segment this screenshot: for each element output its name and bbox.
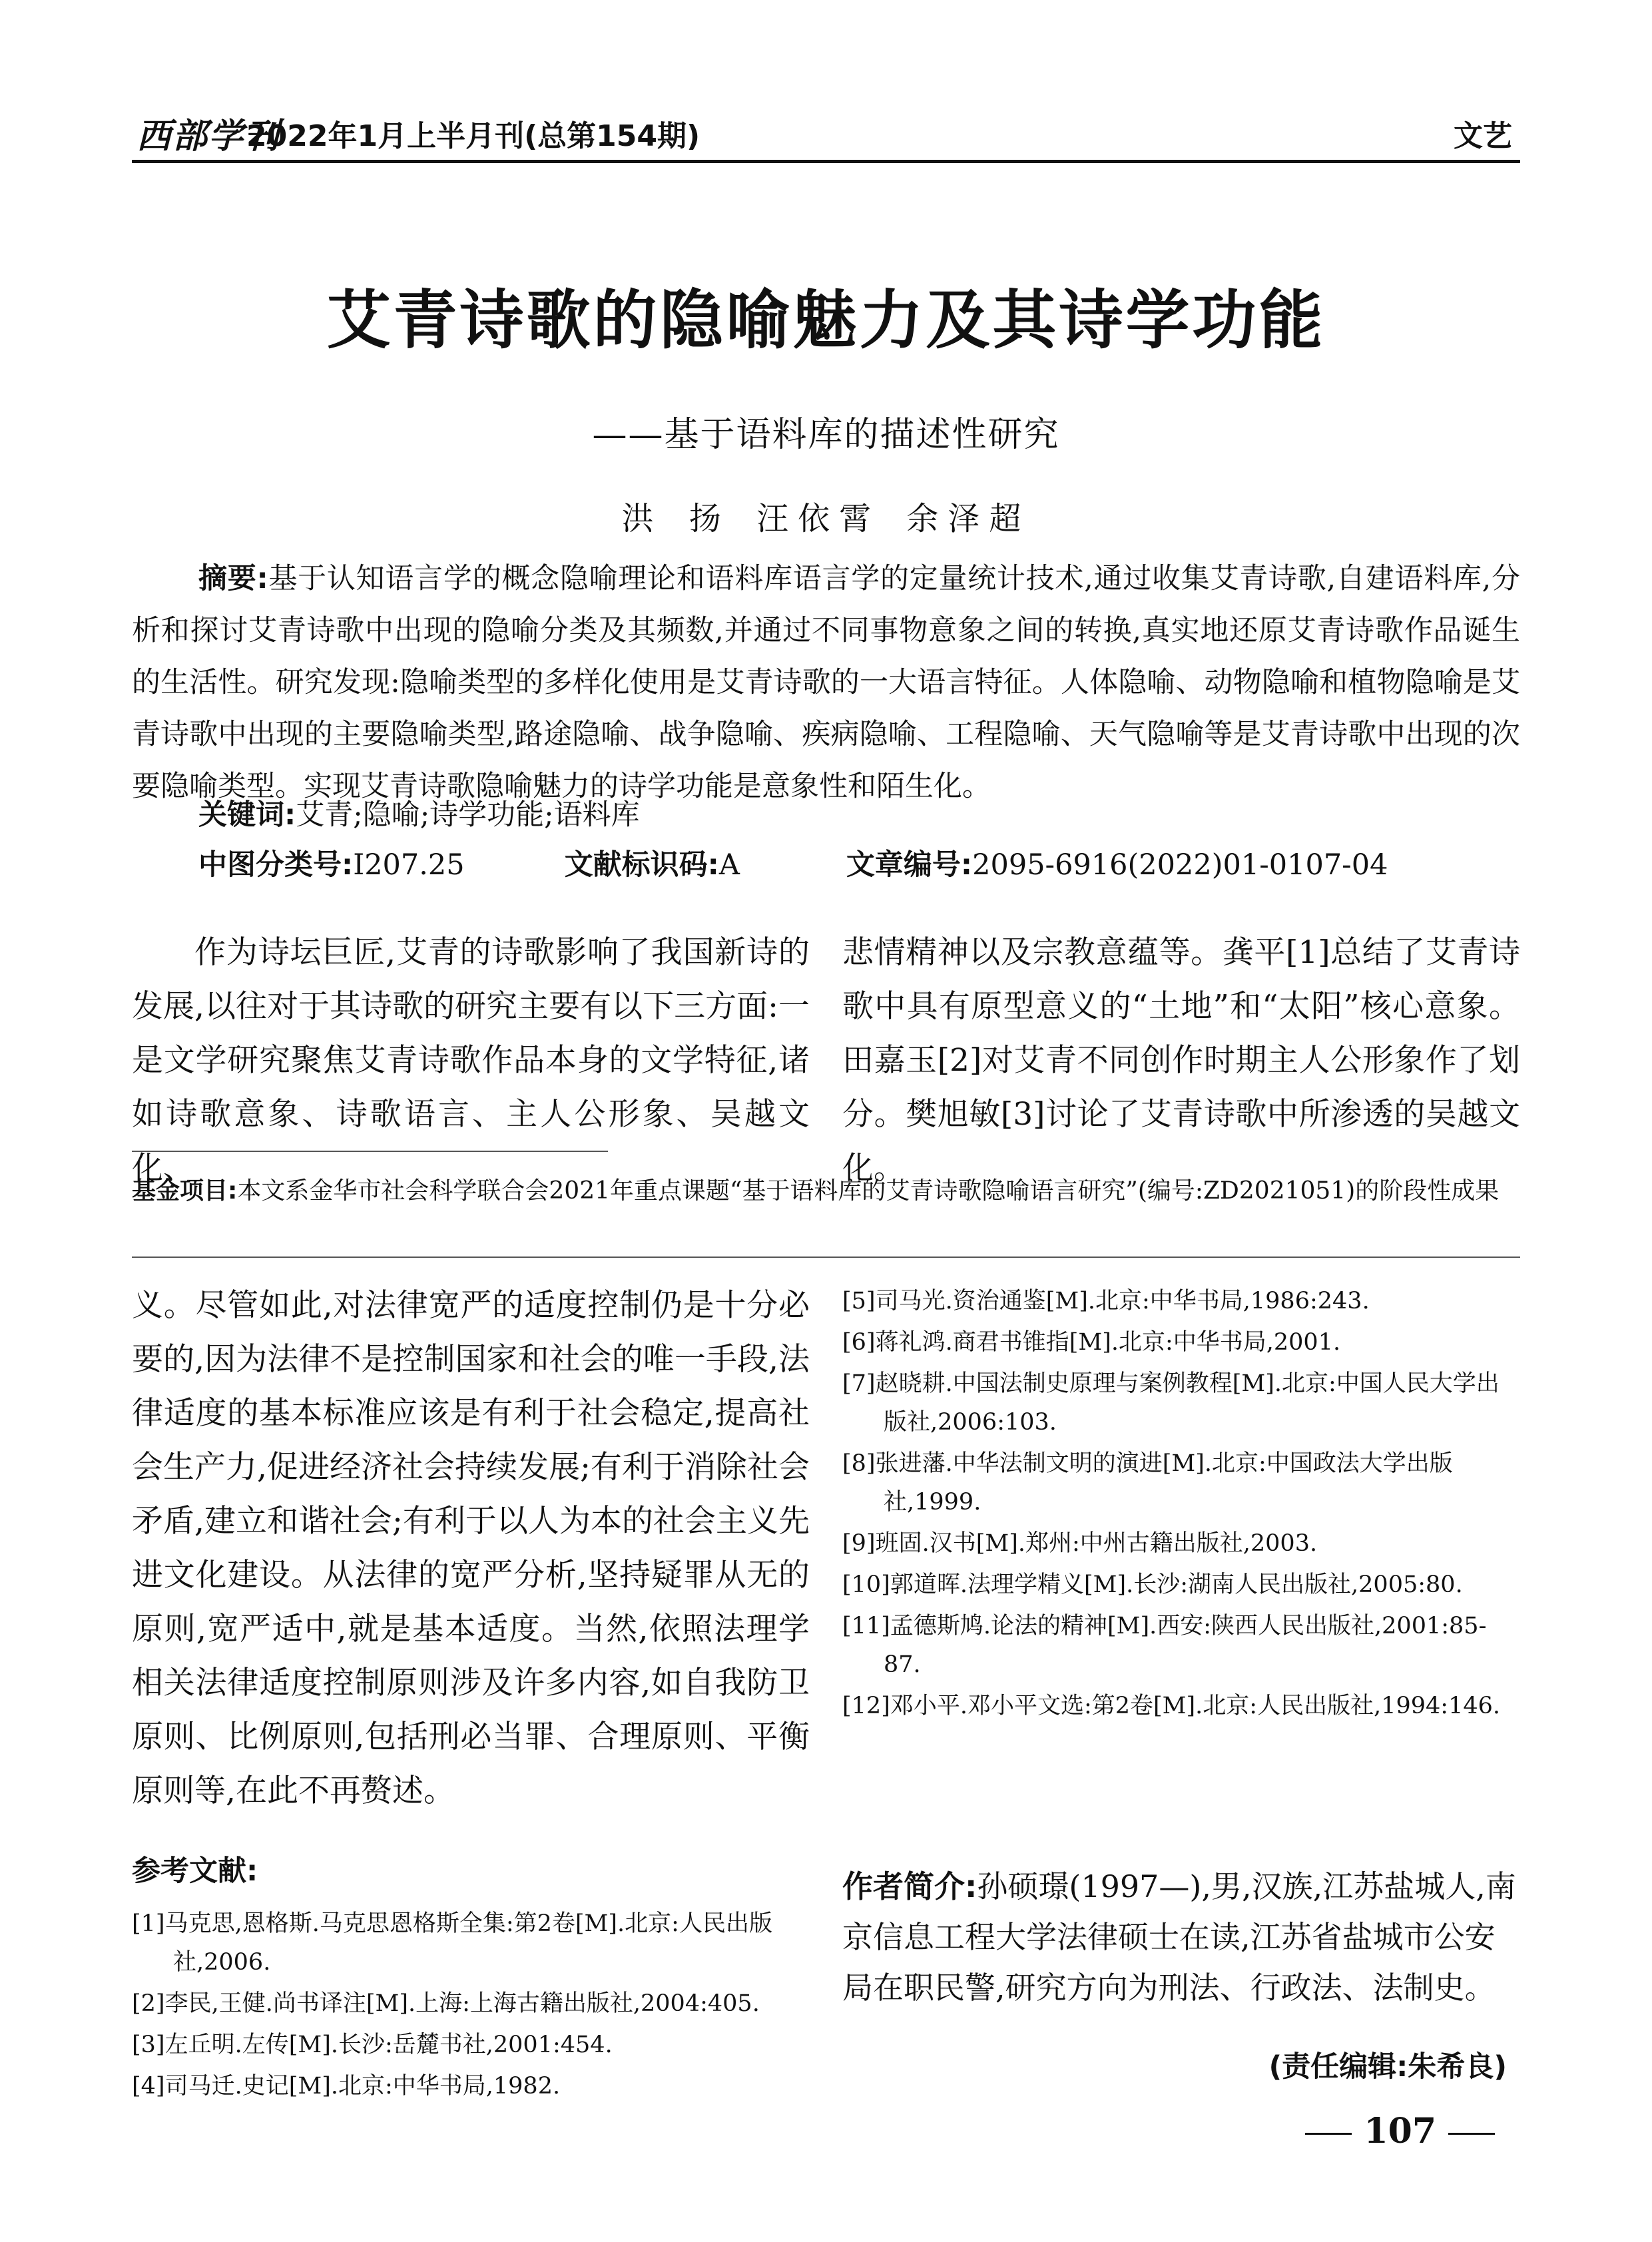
page-number-value: 107 <box>1364 2111 1436 2151</box>
abstract <box>132 553 1520 812</box>
article-subtitle: ——基于语料库的描述性研究 <box>592 415 1060 455</box>
doc-code-value: A <box>718 848 740 882</box>
references-right <box>842 1282 1520 1728</box>
clc-label: 中图分类号: <box>198 848 354 882</box>
references-left <box>132 1904 810 2108</box>
header-rule <box>132 160 1520 163</box>
reference-item: [6]蒋礼鸿.商君书锥指[M].北京:中华书局,2001. <box>842 1329 1341 1356</box>
abstract-text: 基于认知语言学的概念隐喻理论和语料库语言学的定量统计技术,通过收集艾青诗歌,自建语料库,分析和探讨艾青诗歌中出现的隐喻分类及其频数,并通过不同事物意象之间的转换,真实地还原艾青诗歌作品诞生的生活性。研究发现:隐喻类型的多样化使用是艾青诗歌的一大语言特征。人体隐喻、动物隐喻和植物隐喻是艾青诗歌中出现的主要隐喻类型,路途隐喻、战争隐喻、疾病隐喻、工程隐喻、天气隐喻等是艾青诗歌中出现的次要隐喻类型。实现艾青诗歌隐喻魅力的诗学功能是意象性和陌生化。 <box>132 562 1520 803</box>
classification-row <box>198 842 1530 883</box>
article-title: 艾青诗歌的隐喻魅力及其诗学功能 <box>326 282 1326 358</box>
keywords-text: 艾青;隐喻;诗学功能;语料库 <box>296 798 640 832</box>
reference-item: [1]马克思,恩格斯.马克思恩格斯全集:第2卷[M].北京:人民出版社,2006. <box>132 1910 772 1976</box>
clc-value: I207.25 <box>353 848 465 882</box>
authors: 洪 扬 汪依霄 余泽超 <box>621 500 1031 537</box>
reference-item: [7]赵晓耕.中国法制史原理与案例教程[M].北京:中国人民大学出版社,2006:103. <box>842 1370 1500 1436</box>
page-number <box>1293 2111 1507 2151</box>
fund-note <box>132 1172 1520 1211</box>
reference-item: [5]司马光.资治通鉴[M].北京:中华书局,1986:243. <box>842 1288 1370 1314</box>
bio-text: 孙硕璟(1997—),男,汉族,江苏盐城人,南京信息工程大学法律硕士在读,江苏省盐城市公安局在职民警,研究方向为刑法、行政法、法制史。 <box>842 1868 1516 2006</box>
reference-item: [8]张进藩.中华法制文明的演进[M].北京:中国政法大学出版社,1999. <box>842 1450 1453 1516</box>
article-number-value: 2095-6916(2022)01-0107-04 <box>972 848 1388 882</box>
section-divider <box>132 1257 1520 1258</box>
journal-logo: 西部学刊 <box>137 116 281 156</box>
responsible-editor: (责任编辑:朱希良) <box>1268 2050 1507 2084</box>
author-bio <box>842 1861 1520 2013</box>
reference-item: [2]李民,王健.尚书译注[M].上海:上海古籍出版社,2004:405. <box>132 1990 760 2017</box>
page-dash-right <box>1448 2133 1495 2135</box>
article-number-label: 文章编号: <box>846 848 973 882</box>
section-label: 文艺 <box>1454 119 1512 153</box>
reference-item: [4]司马迁.史记[M].北京:中华书局,1982. <box>132 2073 561 2100</box>
references-heading: 参考文献: <box>132 1854 258 1888</box>
reference-item: [3]左丘明.左传[M].长沙:岳麓书社,2001:454. <box>132 2032 613 2058</box>
page-dash-left <box>1305 2133 1352 2135</box>
reference-item: [11]孟德斯鸠.论法的精神[M].西安:陕西人民出版社,2001:85-87. <box>842 1613 1487 1678</box>
doc-code-label: 文献标识码: <box>564 848 719 882</box>
issue-info: 2022年1月上半月刊(总第154期) <box>246 119 700 153</box>
bio-label: 作者简介: <box>842 1868 977 1904</box>
body-column-left: 作为诗坛巨匠,艾青的诗歌影响了我国新诗的发展,以往对于其诗歌的研究主要有以下三方面:一是文学研究聚焦艾青诗歌作品本身的文学特征,诸如诗歌意象、诗歌语言、主人公形象、吴越文化、 <box>132 934 810 1187</box>
abstract-label: 摘要: <box>198 562 268 595</box>
footnote-rule <box>132 1151 608 1152</box>
body-column-right: 悲情精神以及宗教意蕴等。龚平[1]总结了艾青诗歌中具有原型意义的“土地”和“太阳”核心意象。田嘉玉[2]对艾青不同创作时期主人公形象作了划分。樊旭敏[3]讨论了艾青诗歌中所渗透的吴越文化。 <box>842 934 1520 1187</box>
reference-item: [9]班固.汉书[M].郑州:中州古籍出版社,2003. <box>842 1530 1318 1557</box>
lower-left-text: 义。尽管如此,对法律宽严的适度控制仍是十分必要的,因为法律不是控制国家和社会的唯一手段,法律适度的基本标准应该是有利于社会稳定,提高社会生产力,促进经济社会持续发展;有利于消除社会矛盾,建立和谐社会;有利于以人为本的社会主义先进文化建设。从法律的宽严分析,坚持疑罪从无的原则,宽严适中,就是基本适度。当然,依照法理学相关法律适度控制原则涉及许多内容,如自我防卫原则、比例原则,包括刑必当罪、合理原则、平衡原则等,在此不再赘述。 <box>132 1287 810 1809</box>
fund-text: 本文系金华市社会科学联合会2021年重点课题“基于语料库的艾青诗歌隐喻语言研究”(编号:ZD2021051)的阶段性成果 <box>237 1177 1500 1205</box>
keywords <box>198 792 640 833</box>
reference-item: [10]郭道晖.法理学精义[M].长沙:湖南人民出版社,2005:80. <box>842 1571 1463 1598</box>
fund-label: 基金项目: <box>132 1177 238 1205</box>
keywords-label: 关键词: <box>198 798 296 832</box>
reference-item: [12]邓小平.邓小平文选:第2卷[M].北京:人民出版社,1994:146. <box>842 1693 1501 1719</box>
